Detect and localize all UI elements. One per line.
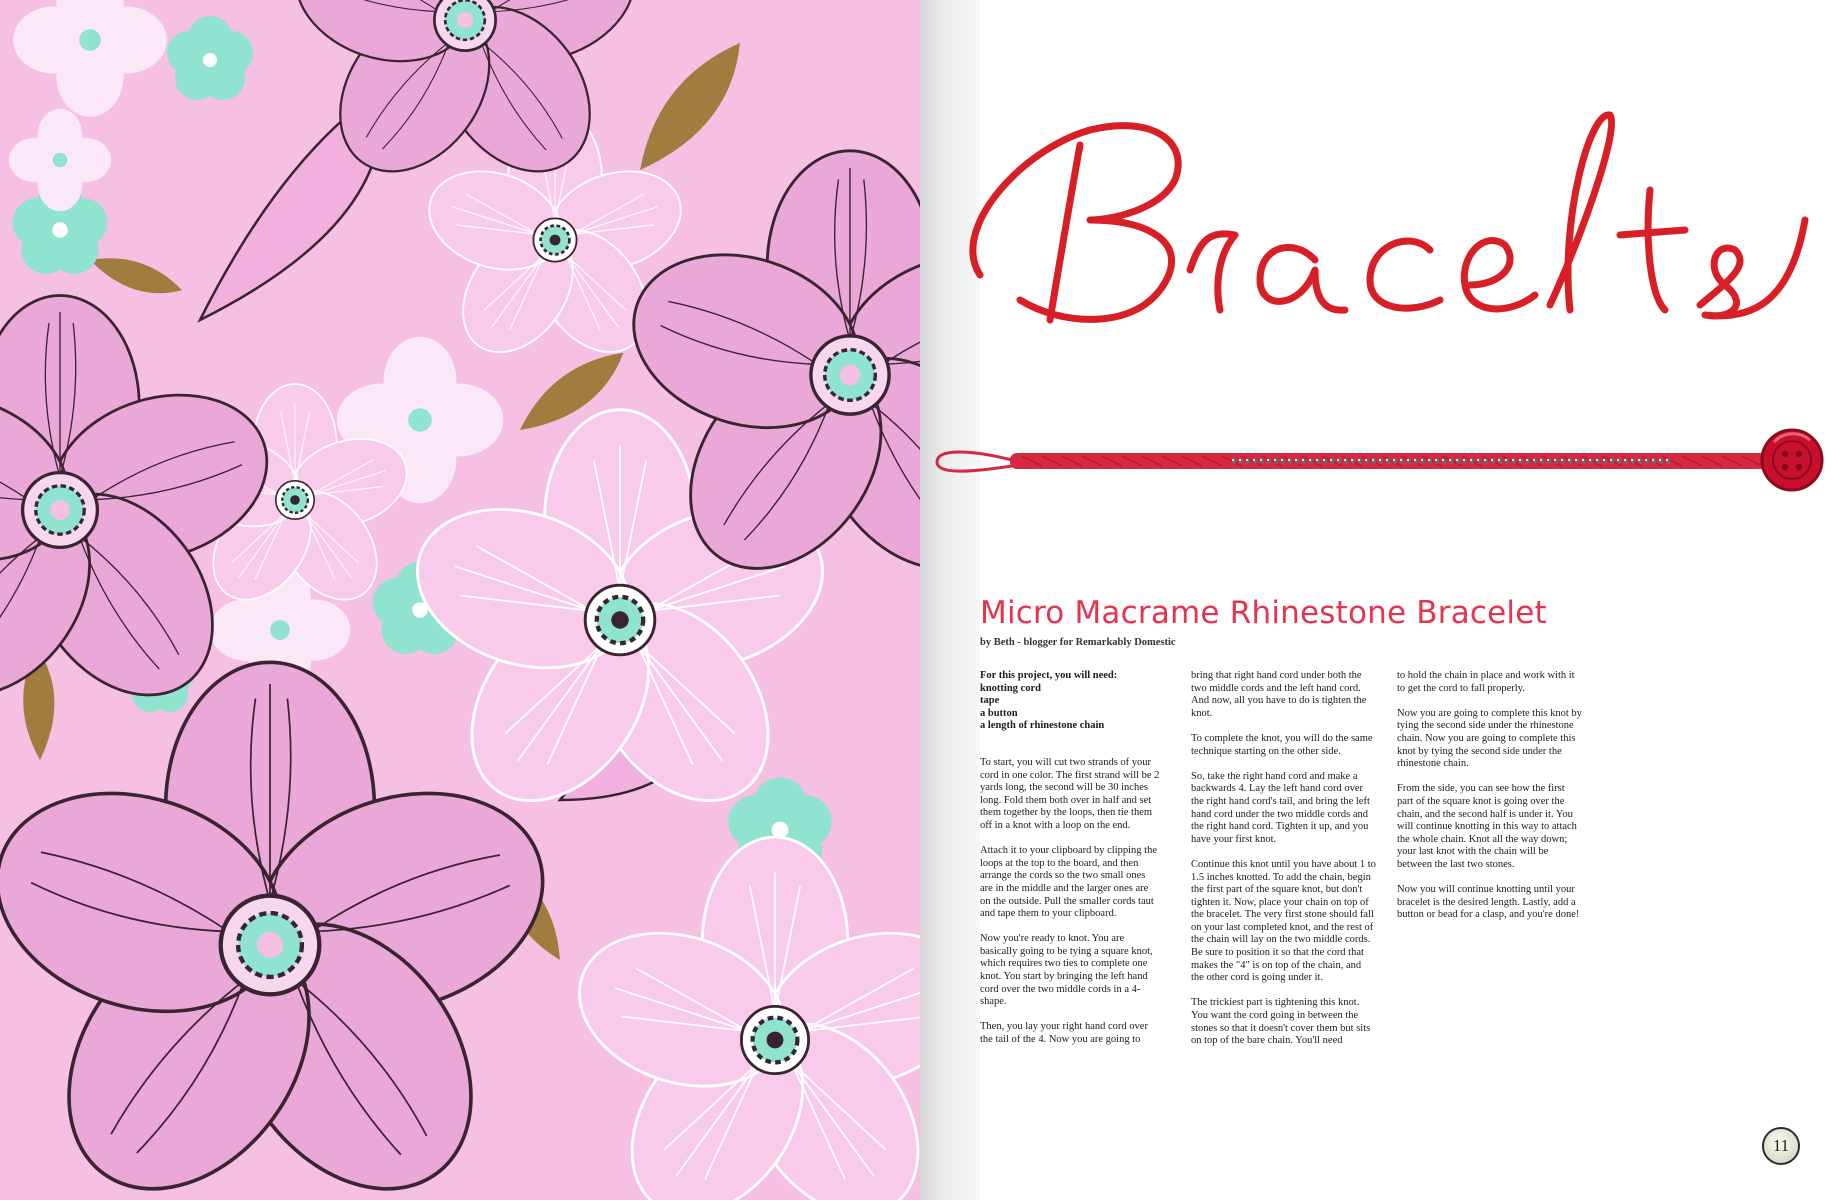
materials-item: a button xyxy=(980,707,1018,719)
body-paragraph: Attach it to your clipboard by clipping the loops at the top to the board, and then arrange the cords so the two small ones are in the middle and the larger ones are on the outside. Pull the smaller cords taut and tape them to your clipboard. xyxy=(980,845,1158,920)
materials-intro: For this project, you will need: xyxy=(980,670,1118,681)
materials-list xyxy=(980,670,1160,733)
floral-illustration-page xyxy=(0,0,920,1200)
materials-item: tape xyxy=(980,695,1000,707)
article-column-3 xyxy=(1397,670,1583,934)
article-byline: by Beth - blogger for Remarkably Domestic xyxy=(980,637,1176,648)
bracelets-script-title xyxy=(960,70,1820,350)
floral-pattern-illustration xyxy=(0,0,920,1200)
body-paragraph: Now you are going to complete this knot by tying the second side under the rhinestone chain. Now you are going to complete this knot by tying the second side under the rhinestone chain. xyxy=(1397,707,1582,770)
body-paragraph: From the side, you can see how the first part of the square knot is going over the chain, and the second half is under it. You will continue knotting in this way to attach the whole chain. Knot all the way down; your last knot with the chain will be between the last two stones. xyxy=(1397,783,1577,870)
article-title: Micro Macrame Rhinestone Bracelet xyxy=(980,595,1547,631)
article-column-1 xyxy=(980,670,1160,1059)
body-paragraph: Then, you lay your right hand cord over the tail of the 4. Now you are going to xyxy=(980,1021,1148,1046)
red-macrame-bracelet-with-button-image xyxy=(932,420,1842,500)
article-page xyxy=(920,0,1847,1200)
body-paragraph: Now you will continue knotting until your bracelet is the desired length. Lastly, add a button or bead for a clasp, and you're done! xyxy=(1397,884,1580,921)
body-paragraph: To start, you will cut two strands of your cord in one color. The first strand will be 2 yards long, the second will be 30 inches long. Fold them both over in half and set them together by the loops, then tie them off in a knot with a loop on the end. xyxy=(980,756,1160,831)
materials-item: a length of rhinestone chain xyxy=(980,720,1105,732)
body-paragraph: The trickiest part is tightening this knot. You want the cord going in between the stones so that it doesn't cover them but sits on top of the bare chain. You'll need xyxy=(1191,997,1371,1047)
body-paragraph: So, take the right hand cord and make a backwards 4. Lay the left hand cord over the right hand cord's tail, and bring the left hand cord under the two middle cords and the right hand cord. Tighten it up, and you have your first knot. xyxy=(1191,770,1370,845)
body-paragraph: Continue this knot until you have about 1 to 1.5 inches knotted. To add the chain, begin the first part of the square knot, but don't tighten it. Now, place your chain on top of the bracelet. The very first stone should fall on your last completed knot, and the rest of the chain will lay on the two middle cords. Be sure to position it so that the cord that makes the "4" is on top of the chain, and the other cord is going under it. xyxy=(1191,858,1376,984)
materials-item: knotting cord xyxy=(980,682,1041,694)
body-paragraph: Now you're ready to knot. You are basically going to be tying a square knot, which requires two ties to complete one knot. You start by bringing the left hand cord over the two middle cords in a 4-shape. xyxy=(980,933,1153,1008)
body-paragraph: to hold the chain in place and work with it to get the cord to fall properly. xyxy=(1397,670,1575,694)
body-paragraph: To complete the knot, you will do the same technique starting on the other side. xyxy=(1191,732,1373,757)
article-column-2 xyxy=(1191,670,1376,1060)
body-paragraph: bring that right hand cord under both the two middle cords and the left hand cord. And now, all you have to do is tighten the knot. xyxy=(1191,670,1367,719)
page-number-badge: 11 xyxy=(1762,1127,1800,1165)
